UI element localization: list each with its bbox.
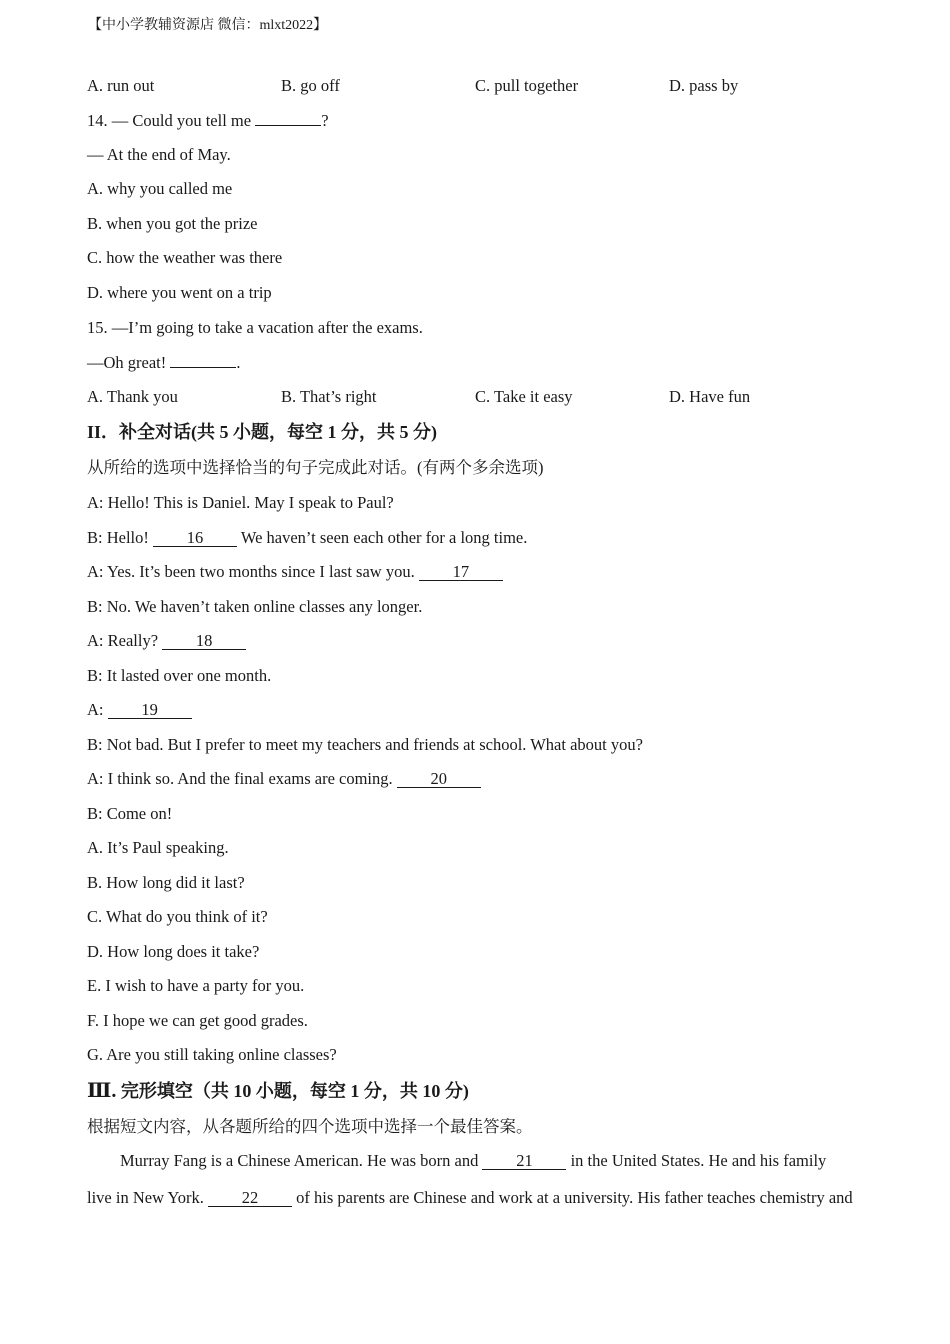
q15-blank xyxy=(170,352,236,368)
passage-text: live in New York. xyxy=(87,1188,209,1207)
dialogue-line-2 xyxy=(87,528,527,548)
q14-option-c: C. how the weather was there xyxy=(87,248,283,267)
dialogue-text: B: It lasted over one month. xyxy=(87,666,272,685)
section-2-option-d: D. How long does it take? xyxy=(87,942,260,961)
passage-text: Murray Fang is a Chinese American. He was born and xyxy=(120,1151,483,1170)
section-2-option-g: G. Are you still taking online classes? xyxy=(87,1045,337,1064)
q15-option-b: B. That’s right xyxy=(281,387,377,406)
dialogue-text: A: xyxy=(87,700,108,719)
blank-19: 19 xyxy=(108,701,192,719)
passage-line-2 xyxy=(87,1188,853,1208)
section-3-title xyxy=(87,1080,469,1102)
q13-option-d: D. pass by xyxy=(669,76,739,95)
dialogue-text-suffix: We haven’t seen each other for a long time. xyxy=(237,528,528,547)
section-2-option-b: B. How long did it last? xyxy=(87,873,245,892)
section-3-title-text: 完形填空（共 10 小题，每空 1 分，共 10 分) xyxy=(116,1081,469,1101)
passage-line-1 xyxy=(120,1151,826,1171)
q14-option-b: B. when you got the prize xyxy=(87,214,258,233)
passage-text-suffix: of his parents are Chinese and work at a university. His father teaches chemistry and xyxy=(292,1188,853,1207)
q14-stem-suffix: ? xyxy=(321,111,329,130)
q15-option-d: D. Have fun xyxy=(669,387,751,406)
blank-17: 17 xyxy=(419,563,503,581)
watermark-header: 【中小学教辅资源店 微信：mlxt2022】 xyxy=(88,18,328,33)
section-2-option-a: A. It’s Paul speaking. xyxy=(87,838,229,857)
q14-stem-prefix: 14. — Could you tell me xyxy=(87,111,252,130)
dialogue-text: B: Hello! xyxy=(87,528,153,547)
section-2-option-e: E. I wish to have a party for you. xyxy=(87,976,305,995)
q14-stem xyxy=(87,110,329,131)
dialogue-line-7 xyxy=(87,700,192,720)
q14-option-d: D. where you went on a trip xyxy=(87,283,272,302)
q15-option-c: C. Take it easy xyxy=(475,387,573,406)
dialogue-text: A: I think so. And the final exams are coming. xyxy=(87,769,397,788)
section-2-option-f: F. I hope we can get good grades. xyxy=(87,1011,308,1030)
section-3-instruction: 根据短文内容，从各题所给的四个选项中选择一个最佳答案。 xyxy=(87,1117,533,1136)
blank-18: 18 xyxy=(162,632,246,650)
dialogue-text: B: Come on! xyxy=(87,804,173,823)
dialogue-line-10 xyxy=(87,804,172,824)
dialogue-text: A: Yes. It’s been two months since I last saw you. xyxy=(87,562,419,581)
q13-option-a: A. run out xyxy=(87,76,155,95)
dialogue-line-4 xyxy=(87,597,422,617)
passage-text-suffix: in the United States. He and his family xyxy=(566,1151,827,1170)
q13-option-c: C. pull together xyxy=(475,76,579,95)
dialogue-text: B: No. We haven’t taken online classes any longer. xyxy=(87,597,423,616)
q13-option-b: B. go off xyxy=(281,76,340,95)
dialogue-line-6 xyxy=(87,666,271,686)
blank-16: 16 xyxy=(153,529,237,547)
q15-reply-suffix: . xyxy=(236,353,241,372)
dialogue-line-3 xyxy=(87,562,503,582)
dialogue-text: B: Not bad. But I prefer to meet my teachers and friends at school. What about you? xyxy=(87,735,643,754)
blank-22: 22 xyxy=(208,1189,292,1207)
dialogue-text: A: Really? xyxy=(87,631,163,650)
blank-21: 21 xyxy=(482,1152,566,1170)
q15-stem: 15. —I’m going to take a vacation after the exams. xyxy=(87,318,423,337)
dialogue-line-1 xyxy=(87,493,394,513)
section-2-title: II．补全对话(共 5 小题，每空 1 分，共 5 分) xyxy=(87,422,437,442)
dialogue-line-8 xyxy=(87,735,643,755)
q14-blank xyxy=(255,110,321,126)
q14-option-a: A. why you called me xyxy=(87,179,233,198)
dialogue-line-5 xyxy=(87,631,246,651)
q15-reply xyxy=(87,352,241,373)
section-3-roman: Ⅲ. xyxy=(87,1080,117,1102)
q14-answer-line: — At the end of May. xyxy=(87,145,231,164)
blank-20: 20 xyxy=(397,770,481,788)
q15-option-a: A. Thank you xyxy=(87,387,178,406)
dialogue-text: A: Hello! This is Daniel. May I speak to Paul? xyxy=(87,493,394,512)
q15-reply-prefix: —Oh great! xyxy=(87,353,167,372)
dialogue-line-9 xyxy=(87,769,481,789)
section-2-instruction: 从所给的选项中选择恰当的句子完成此对话。(有两个多余选项) xyxy=(87,458,544,477)
section-2-option-c: C. What do you think of it? xyxy=(87,907,268,926)
